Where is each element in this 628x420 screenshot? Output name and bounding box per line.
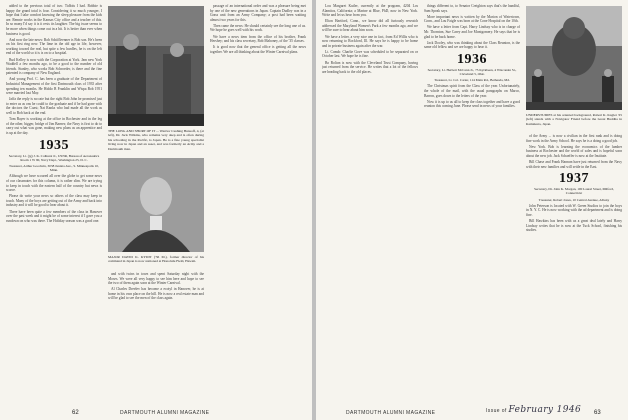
paragraph: of the Army ... is now a civilian in the first rank and is doing fine work in the Army School. He says he is a doing a good job. <box>526 134 622 143</box>
paragraph: We have a letter from Capt. Harry Lindsay who is in charge of Mr. Thornton, Sue Carey and Joe Montgomery. He says that he is glad to be back home. <box>424 25 520 39</box>
paragraph: Bud Kelley is now with the Corporation at York. Jam new York Waddell a few months ago, to be a good to the number of old friends. Stanley, who works Bob Schroeder, is there and the fine patented is company of New England. <box>6 57 102 76</box>
photo-major-portrait <box>108 158 204 252</box>
photo1-caption: THE LONG AND SHORT OF IT ... Warrior Cushing Bunsoff, 4, (at left), Dr. Jack Wilkins, who remains very deep and is often during his schooling in the Pacific, is Japan. He is a fine young specialist living now in Japan and an asset, and was formerly an Army and a Dartmouth man. <box>108 129 204 151</box>
class-treasurer: Treasurer, Lt. Col. Carter, 114 Main Rd., Bethesda, Md. <box>434 78 510 83</box>
paragraph: passage of an international order and was a pleasure being met by one of the new generations in Japan. Captain Dudley was in a Grass unit from an Army Company; a post had been waiting almost two years for this. <box>210 4 306 22</box>
handwritten-issue-date: February 1946 <box>508 405 582 415</box>
paragraph: Bo Bolton is now with the Cleveland Trust Company, having just returned from the service. He writes that a lot of the fellows are heading back to the old places. <box>322 60 418 74</box>
paragraph: New York. Bob is learning the economics of the lumber business at Rochester and the world of sales and is hopeful soon about the new job. Jack Schaeffer is now at the Institute. <box>526 144 622 158</box>
class-secretary: Secretary, Dr. John K. Morgan, 100 Laurel Street, Milford, Connecticut <box>534 187 614 196</box>
paragraph: Bill Chase and Frank Hannon have just returned from the Navy with their new families and will settle in the East. <box>526 159 622 169</box>
paragraph: We have a news item from the office of his brother, Frank Hershey; and his class secretary, Bob Mahoney, of the '35 classes. <box>210 34 306 44</box>
page-number-right: 63 <box>594 410 601 416</box>
paragraph: Now it is up to us all to keep the class together and have a good reunion this coming June. Please send in news of your families. <box>424 99 520 109</box>
left-column-2-lower <box>108 272 204 404</box>
paragraph: The Christmas spirit from the Class of the year. Unfortunately, the whole of the mail, with the usual paragraphs on Marco, Barron, goes down to the letters of the year. <box>424 84 520 98</box>
class-year-heading: 1935 <box>39 137 69 153</box>
paragraph: Elton Hartford, Conn., we know did all furiously reseatch addressed the Maryland Women's Park a few months ago, and we will be sure to hear about him soon. <box>322 19 418 33</box>
left-column-3 <box>210 4 306 408</box>
paragraph: Jack Dooley, who was thinking about the Class Reunion, is the same old fellow and we are happy to hear it. <box>424 40 520 50</box>
page-number-left: 62 <box>72 410 79 416</box>
paragraph: Then came the news: He should certainly see the long one of us. We hope he goes well with his work. <box>210 23 306 33</box>
paragraph: More important news is written by the Marion of Watertown, Conn., and Lou Faigle was born at the Cone Hospital on the 10th. <box>424 14 520 24</box>
photo-caption: UNDERSTUDIES at his oriented background, Robert K. Kagler '25 (left) stands with a Navigator Friend before the Great Buddha in Kamakura, Japan. <box>526 113 622 126</box>
paragraph: things different to, to Senator Creighton says that's the handful, Sam Speak says. <box>424 4 520 13</box>
magazine-footer-left: DARTMOUTH ALUMNI MAGAZINE <box>120 410 210 416</box>
photo-men-on-deck <box>108 6 204 126</box>
left-page <box>0 0 312 420</box>
paragraph: Jaffa the reply is no rate but the right Bob John he promised just to enter us as ons he could to the graduate and if he had gone with the doctors the Coast; Nat Ranks who had made all the work as well to Bob back at the end. <box>6 97 102 116</box>
class-treasurer: Treasurer, Robert Jones, 10 Central Avenue, Albany <box>538 197 610 202</box>
paragraph: Tom Bayer is working at the office in Rochester and in the leg of the other, bigger, bridge of Jim Barnes; the Navy is first to do to carry out what was gone, making new plans as an apprentice and is up at the day. <box>6 117 102 135</box>
photo-great-buddha <box>526 6 622 110</box>
paragraph: It is good now that the general office is getting all the news together. We are all thinking about the Winter Carnival plans. <box>210 45 306 54</box>
left-column-1 <box>6 4 102 408</box>
paragraph: added to the previous total of two. Tidbits I had. Bobbie is happy the grand total is four. Considering it so much younger, I hope that I take comfort knowing the sleep pleasure from the kids are. Rennie works in the Kansas City office and a teacher of this. In so many I'd say it is it rests its laughter. The big issue seems to be more when things come out in a bit. It is better than ever when business is good. <box>6 4 102 36</box>
right-column-3 <box>526 134 622 404</box>
class-treasurer: Treasurer, Arthur Goodwin, 3038 Juniata Ave., S. Minneapolis 10, Minn. <box>9 163 99 173</box>
right-column-2 <box>424 4 520 408</box>
paragraph: Bill Hawkins has been with us a great deal lately and Harry Lindsay writes that he is now at the Tuck School, finishing his studies. <box>526 219 622 233</box>
magazine-footer-right: DARTMOUTH ALUMNI MAGAZINE <box>346 410 436 416</box>
class-year-heading: 1936 <box>457 51 487 67</box>
class-secretary: Secretary, Lt. (jg) J. K. Colhurst Jr., USNR, Bureau of Aeronautics Room 1 W 90, Navy Dept., Washington 25, D. C. <box>8 153 100 162</box>
issue-label <box>486 405 581 415</box>
paragraph: There have been quite a few members of the class in Hanover over the past week and it might be of some interest if I gave you a rundown on who was there. The Holiday season was a good one. <box>6 209 102 223</box>
photo2-caption: MAJOR DAVID K. KYDIT ('36 M.), former director of his command in Japan is now stationed at Honolulu Field, Hawaii. <box>108 255 204 264</box>
paragraph: Please do write your news so others of the class may keep in touch. Many of the boys are getting out of the Army and back into industry and it will be good to hear about it. <box>6 194 102 208</box>
right-column-1 <box>322 4 418 408</box>
paragraph: and with twins in town and spent Saturday night with the Moses. We were all very happy to see him here and hope to see the two of them again soon at the Winter Carnival. <box>108 272 204 286</box>
paragraph: Lou Margaret Kutler, currently at the program, 4204 Los Alamitos, California; a Marine at Blue, PhD, now in New York. Write and let us hear from you. <box>322 4 418 18</box>
paragraph: And young Prof. C. has been a graduate of the Department of Industrial Management of the first Dartmouth class of 1935 after spending ten months. He Hiddo B Franklin and Wispa Bob 1951 were married last May. <box>6 77 102 96</box>
paragraph: Al Charles Dreelev has become a ecotyl in Hanover, he is at home in his own place on the hill. He is now a real estate man and will be glad to see the men of the class again. <box>108 287 204 301</box>
paragraph: We have a letter, a very nice one in fact, from Ed Willis who is now returning to Rockford, Ill. He says he is happy to be home and in private business again after the war. <box>322 34 418 48</box>
class-year-heading: 1937 <box>559 171 589 187</box>
right-page <box>316 0 628 420</box>
issue-of-text: Issue of <box>486 408 507 414</box>
class-secretary: Secretary, Lt. Herbert McCann Jr., 75 Kyrkbeen, 4 Wisconsin St., Cleveland 5, Ohio <box>427 67 517 77</box>
paragraph: John Peterson is located with W. Green Studios to join the boys in N. Y. C. He is now working with the ad department and is doing fine. <box>526 203 622 217</box>
paragraph: Lt. Comdr. Charlie Gove was scheduled to be separated on or October last. We hope he is fine. <box>322 49 418 59</box>
paragraph: Although we have scoured all over the globe to get some news of our classmates for this column, it is rather slim. We are trying to keep in touch with the eastern half of the country but news is scarce. <box>6 174 102 193</box>
paragraph: And now the late news: Bob Schiffleenner is Bob son. He's been on his first ring new. The lime in the old age in life, however, working toward the real, but spite a few hurdles, he is on the left end of the world so it is is on to a hospital. <box>6 37 102 56</box>
